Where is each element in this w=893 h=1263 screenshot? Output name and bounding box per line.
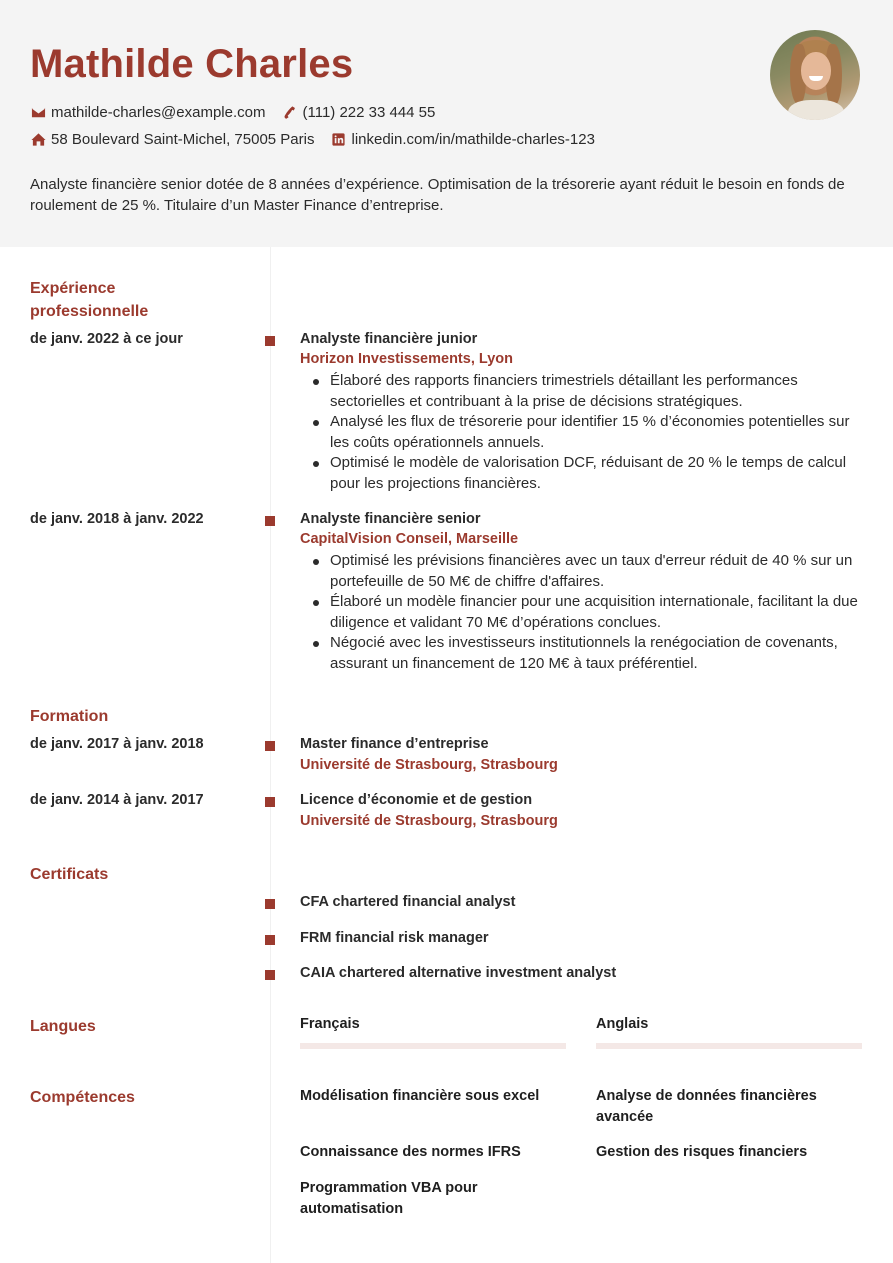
phone-icon <box>281 105 297 121</box>
entry-date: de janv. 2017 à janv. 2018 <box>30 736 204 752</box>
entry-marker <box>265 516 275 526</box>
bullet-item: Élaboré un modèle financier pour une acquisition internationale, facilitant la due diligence et validant 70 M€ d’opérations conclues. <box>300 592 865 633</box>
certificate-name: CFA chartered financial analyst <box>300 894 516 910</box>
bullet-item: Élaboré des rapports financiers trimestriels détaillant les performances sectorielles et contribuant à la prise de décisions stratégiques. <box>300 371 865 412</box>
avatar <box>770 30 860 120</box>
language-name: Anglais <box>596 1016 649 1032</box>
bullet-item: Optimisé les prévisions financières avec un taux d'erreur réduit de 40 % sur un portefeuille de 50 M€ de chiffre d'affaires. <box>300 551 865 592</box>
section-title-skills: Compétences <box>30 1089 135 1106</box>
contact-row-1 <box>30 104 451 121</box>
entry-date: de janv. 2014 à janv. 2017 <box>30 792 204 808</box>
certificate-marker <box>265 935 275 945</box>
entry-date: de janv. 2018 à janv. 2022 <box>30 511 204 527</box>
section-title-certificates: Certificats <box>30 866 109 883</box>
language-level-bar <box>596 1043 862 1049</box>
entry-organization: CapitalVision Conseil, Marseille <box>300 531 519 547</box>
certificate-marker <box>265 970 275 980</box>
envelope-icon <box>30 105 46 121</box>
certificate-marker <box>265 899 275 909</box>
bullet-item: Analysé les flux de trésorerie pour identifier 15 % d’économies potentielles sur les coûts opérationnels annuels. <box>300 412 865 453</box>
section-title-experience: Expérience professionnelle <box>30 280 149 320</box>
entry-bullets <box>300 551 865 674</box>
entry-title: Master finance d’entreprise <box>300 736 489 752</box>
certificate-name: FRM financial risk manager <box>300 930 489 946</box>
certificate-name: CAIA chartered alternative investment analyst <box>300 965 617 981</box>
entry-marker <box>265 797 275 807</box>
contact-address <box>30 131 314 148</box>
entry-organization: Université de Strasbourg, Strasbourg <box>300 757 558 773</box>
contact-email[interactable] <box>30 104 265 121</box>
profile-summary: Analyste financière senior dotée de 8 années d’expérience. Optimisation de la trésorerie ayant réduit le besoin en fonds de roulement de 25 %. Titulaire d’un Master Finance d’entreprise. <box>30 176 845 214</box>
bullet-item: Négocié avec les investisseurs institutionnels la renégociation de covenants, assurant un financement de 120 M€ à taux préférentiel. <box>300 633 865 674</box>
entry-title: Analyste financière senior <box>300 511 481 527</box>
section-title-education: Formation <box>30 708 109 725</box>
section-title-languages: Langues <box>30 1018 96 1035</box>
address-text: 58 Boulevard Saint-Michel, 75005 Paris <box>51 131 315 148</box>
skill-item: Programmation VBA pour automatisation <box>300 1180 478 1217</box>
entry-bullets <box>300 371 865 494</box>
resume-header <box>0 0 893 247</box>
skill-item: Connaissance des normes IFRS <box>300 1144 521 1160</box>
language-name: Français <box>300 1016 360 1032</box>
email-text: mathilde-charles@example.com <box>51 104 266 121</box>
phone-text: (111) 222 33 444 55 <box>302 104 436 121</box>
skill-item: Analyse de données financières avancée <box>596 1088 817 1125</box>
skill-item: Modélisation financière sous excel <box>300 1088 540 1104</box>
entry-marker <box>265 741 275 751</box>
entry-organization: Horizon Investissements, Lyon <box>300 351 513 367</box>
contact-row-2 <box>30 131 611 148</box>
linkedin-icon <box>330 132 346 148</box>
entry-date: de janv. 2022 à ce jour <box>30 331 183 347</box>
candidate-name: Mathilde Charles <box>30 42 354 86</box>
entry-title: Licence d’économie et de gestion <box>300 792 533 808</box>
home-icon <box>30 132 46 148</box>
entry-organization: Université de Strasbourg, Strasbourg <box>300 813 558 829</box>
skill-item: Gestion des risques financiers <box>596 1144 808 1160</box>
entry-title: Analyste financière junior <box>300 331 478 347</box>
language-level-bar <box>300 1043 566 1049</box>
bullet-item: Optimisé le modèle de valorisation DCF, réduisant de 20 % le temps de calcul pour les projections financières. <box>300 453 865 494</box>
contact-linkedin[interactable] <box>330 131 594 148</box>
entry-marker <box>265 336 275 346</box>
linkedin-text: linkedin.com/in/mathilde-charles-123 <box>351 131 595 148</box>
contact-phone[interactable] <box>281 104 435 121</box>
column-divider <box>270 247 271 1263</box>
